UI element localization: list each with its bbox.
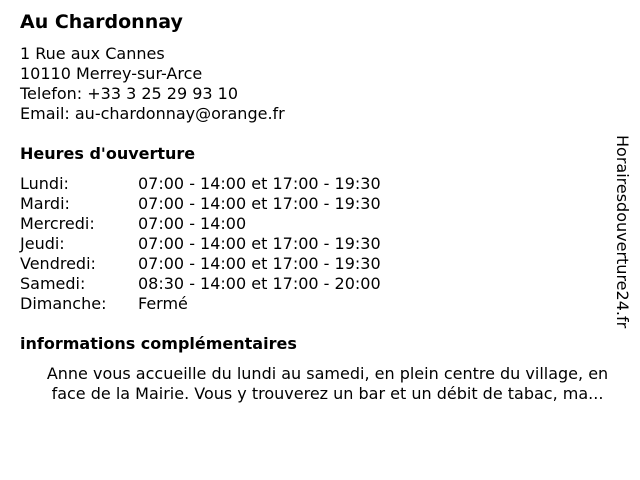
hours-time: 07:00 - 14:00 et 17:00 - 19:30 (138, 234, 381, 253)
hours-day: Lundi: (20, 174, 69, 193)
hours-time: 08:30 - 14:00 et 17:00 - 20:00 (138, 274, 381, 293)
hours-row-samedi (20, 274, 381, 294)
opening-hours-table (20, 174, 381, 314)
business-name: Au Chardonnay (20, 11, 183, 33)
address-block (20, 44, 285, 124)
hours-row-mardi (20, 194, 381, 214)
hours-row-dimanche (20, 294, 381, 314)
hours-time: 07:00 - 14:00 et 17:00 - 19:30 (138, 194, 381, 213)
city-address: 10110 Merrey-sur-Arce (20, 64, 203, 83)
description-line-1: Anne vous accueille du lundi au samedi, en plein centre du village, en (46, 364, 609, 383)
site-brand-vertical (612, 135, 632, 345)
hours-row-mercredi (20, 214, 381, 234)
phone-number: Telefon: +33 3 25 29 93 10 (20, 84, 239, 103)
hours-time: 07:00 - 14:00 et 17:00 - 19:30 (138, 254, 381, 273)
hours-day: Vendredi: (20, 254, 96, 273)
hours-row-lundi (20, 174, 381, 194)
opening-hours-title: Heures d'ouverture (20, 144, 196, 163)
email-address: Email: au-chardonnay@orange.fr (20, 104, 285, 123)
hours-day: Mercredi: (20, 214, 95, 233)
hours-row-vendredi (20, 254, 381, 274)
business-description (20, 364, 635, 404)
hours-row-jeudi (20, 234, 381, 254)
street-address: 1 Rue aux Cannes (20, 44, 165, 63)
description-line-2: face de la Mairie. Vous y trouverez un bar et un débit de tabac, ma... (51, 384, 604, 403)
additional-info-title: informations complémentaires (20, 334, 297, 353)
hours-day: Mardi: (20, 194, 70, 213)
site-name: Horairesdouverture24.fr (613, 135, 632, 329)
hours-time: Fermé (138, 294, 188, 313)
hours-day: Dimanche: (20, 294, 107, 313)
hours-time: 07:00 - 14:00 (138, 214, 247, 233)
hours-day: Jeudi: (20, 234, 65, 253)
hours-day: Samedi: (20, 274, 86, 293)
hours-time: 07:00 - 14:00 et 17:00 - 19:30 (138, 174, 381, 193)
